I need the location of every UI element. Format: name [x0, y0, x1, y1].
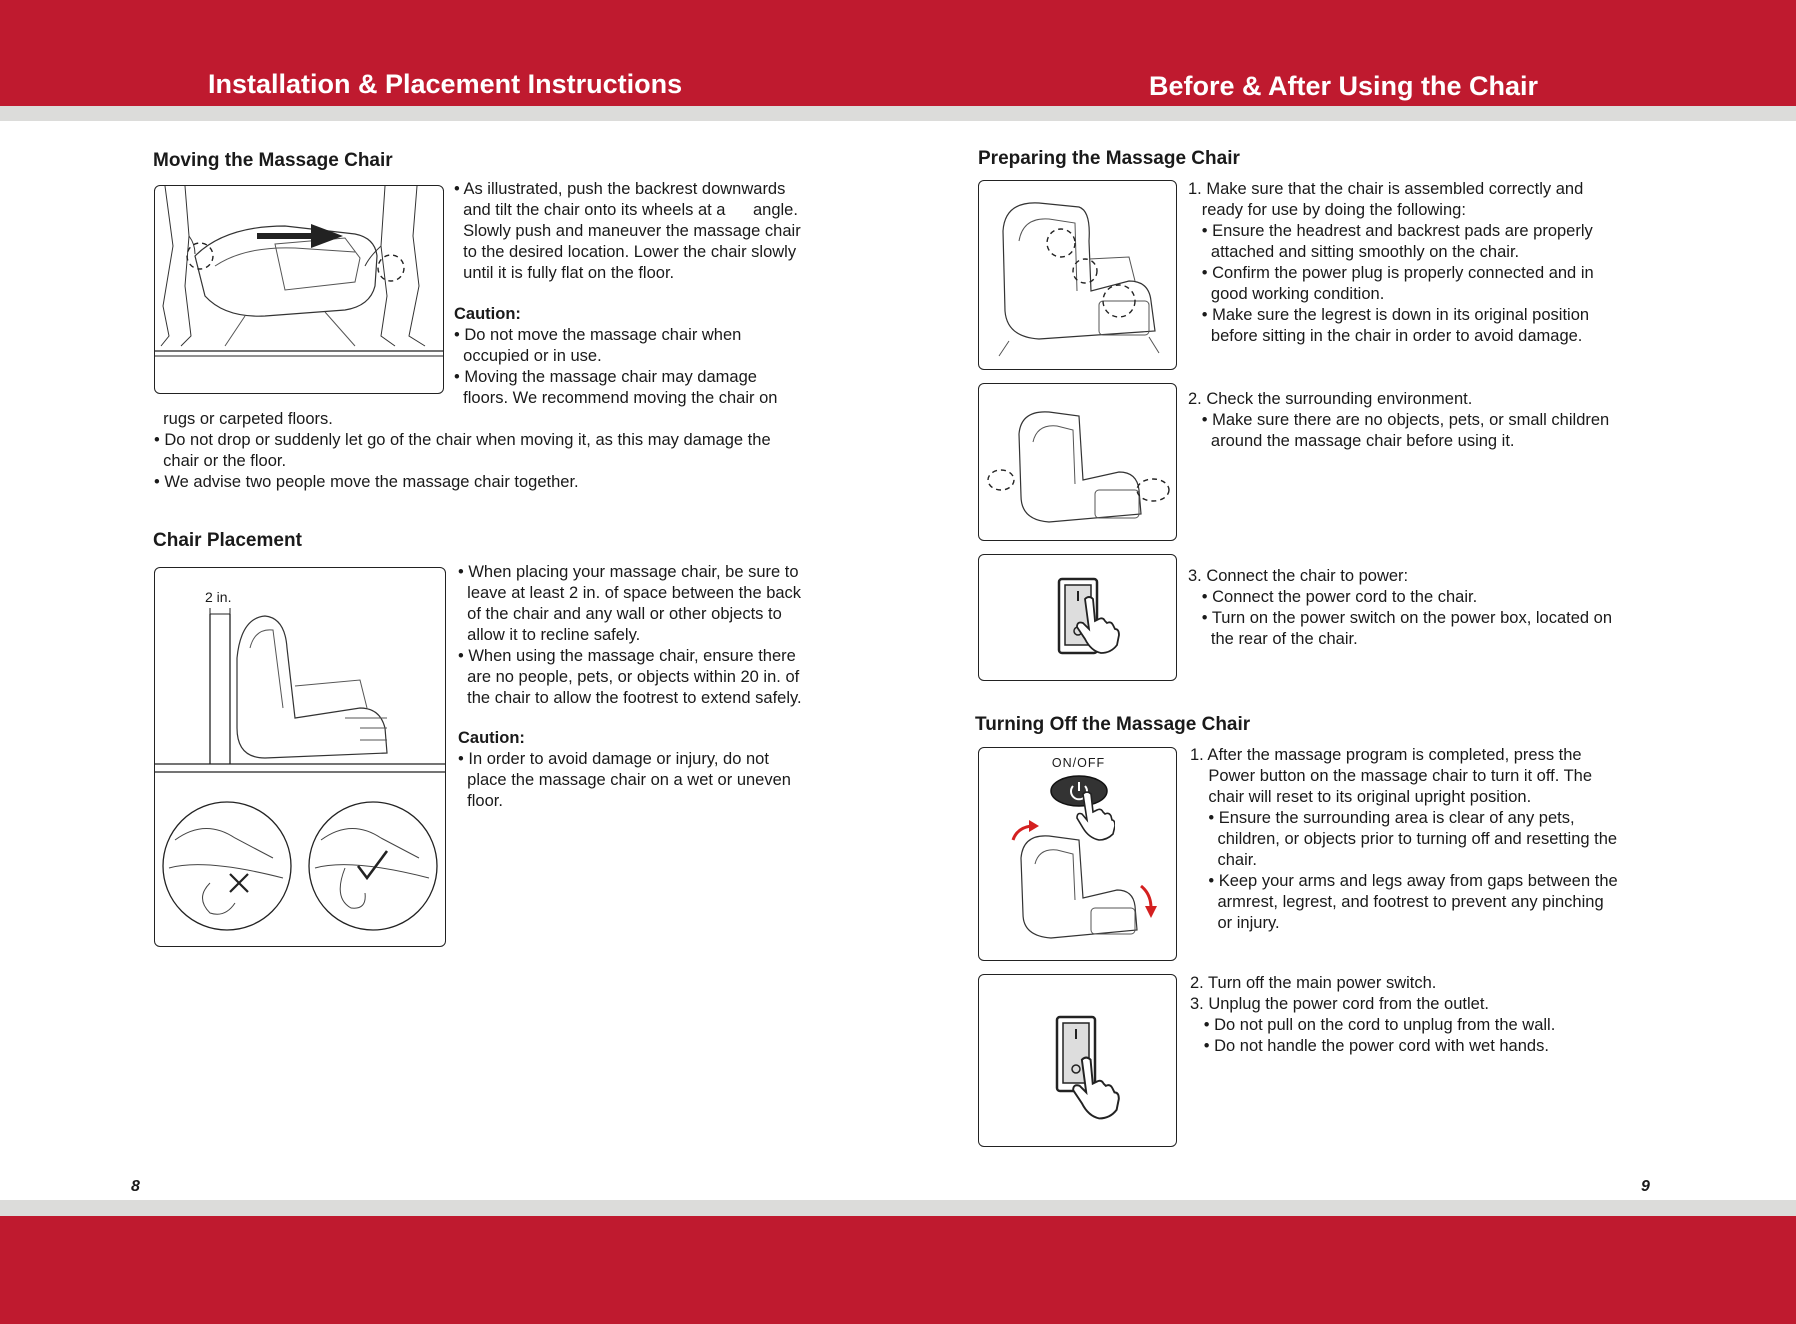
moving-side-text: • As illustrated, push the backrest downwards and tilt the chair onto its wheels at a angle. Slowly push and maneuver the massage chair to the desired location. Lower the chair slowly until it is fully flat on the floor. — [454, 180, 801, 282]
hand-press-icon — [1075, 595, 1121, 655]
arrow-right-icon — [257, 224, 343, 248]
turnoff-step23-text: 2. Turn off the main power switch. 3. Unplug the power cord from the outlet. • Do not pull on the cord to unplug from the wall. • Do not handle the power cord with wet hands. — [1190, 974, 1556, 1055]
placement-illustration — [154, 567, 446, 947]
onoff-label: ON/OFF — [1051, 756, 1106, 770]
prep-step3-text: 3. Connect the chair to power: • Connect the power cord to the chair. • Turn on the power switch on the power box, located on the rear of the chair. — [1188, 567, 1613, 648]
power-on-illustration — [978, 554, 1177, 681]
curved-arrow-icon — [1137, 884, 1159, 918]
bottom-red-band — [0, 1216, 1796, 1324]
power-off-illustration — [978, 747, 1177, 961]
hand-press-icon — [1071, 1055, 1121, 1121]
dimension-label: 2 in. — [205, 589, 232, 605]
turnoff-step1-text: 1. After the massage program is completed, press the Power button on the massage chair to turn it off. The chair will reset to its original upright position. • Ensure the surrounding area is clear of any pets, children, or objects prior to turning off and resetting the chair. • Keep your arms and legs away from gaps between the armrest, legrest, and footrest to prevent any pinching or injury. — [1190, 746, 1618, 932]
check-mark-icon — [355, 848, 389, 882]
placement-caution: Caution: • In order to avoid damage or injury, do not place the massage chair on a wet or uneven floor. — [458, 729, 791, 810]
prep-step2-text: 2. Check the surrounding environment. • Make sure there are no objects, pets, or small children around the massage chair before using it. — [1188, 390, 1610, 450]
prep-step1-text: 1. Make sure that the chair is assembled correctly and ready for use by doing the following: • Ensure the headrest and backrest pads are properly attached and sitting smoothly on the chair. • Confirm the power plug is properly connected and in good working condition. • Make sure the legrest is down in its original position before sitting in the chair in order to avoid damage. — [1188, 180, 1594, 345]
moving-illustration — [154, 185, 444, 394]
moving-caution: Caution: • Do not move the massage chair when occupied or in use. • Moving the massage chair may damage floors. We recommend moving the chair on — [454, 305, 778, 407]
turning-off-title: Turning Off the Massage Chair — [975, 714, 1251, 735]
placement-side-text: • When placing your massage chair, be sure to leave at least 2 in. of space between the back of the chair and any wall or other objects to allow it to recline safely. • When using the massage chair, ensure there are no people, pets, or objects within 20 in. of the chair to allow the footrest to extend safely. — [458, 563, 802, 707]
cross-mark-icon — [227, 871, 251, 895]
right-page-header: Before & After Using the Chair — [1149, 71, 1539, 101]
hand-press-icon — [1075, 790, 1115, 842]
top-gray-band — [0, 106, 1796, 121]
caution-label: Caution: — [458, 729, 525, 747]
moving-wide-text: rugs or carpeted floors. • Do not drop or suddenly let go of the chair when moving it, as this may damage the chair or the floor. • We advise two people move the massage chair together. — [154, 410, 771, 491]
moving-title: Moving the Massage Chair — [153, 150, 393, 171]
power-switch-off-illustration — [978, 974, 1177, 1147]
caution-label: Caution: — [454, 305, 521, 323]
curved-arrow-icon — [1009, 820, 1039, 842]
preparing-title: Preparing the Massage Chair — [978, 148, 1240, 169]
placement-title: Chair Placement — [153, 530, 302, 551]
chair-check-illustration — [978, 180, 1177, 370]
left-page-header: Installation & Placement Instructions — [208, 69, 683, 99]
surroundings-illustration — [978, 383, 1177, 541]
bottom-gray-band — [0, 1200, 1796, 1216]
left-page-number: 8 — [131, 1178, 140, 1195]
right-page-number: 9 — [1641, 1178, 1650, 1195]
